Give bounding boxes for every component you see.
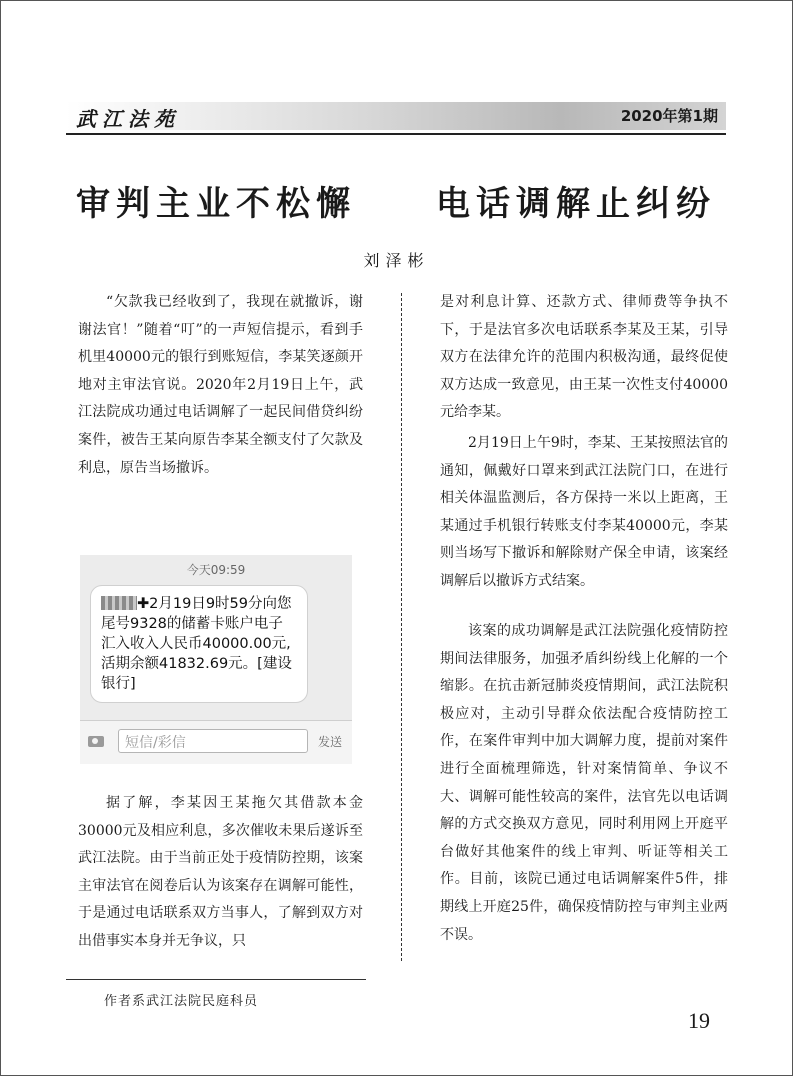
sms-time: 今天09:59 (186, 563, 246, 577)
page-number: 19 (688, 1008, 710, 1033)
camera-icon[interactable] (88, 736, 104, 747)
article-title: 审判主业不松懈 电话调解止纠纷 (76, 184, 716, 224)
send-button[interactable]: 发送 (318, 735, 343, 749)
sms-input[interactable]: 短信/彩信 (118, 729, 308, 753)
paragraph: 该案的成功调解是武江法院强化疫情防控期间法律服务，加强矛盾纠纷线上化解的一个缩影。在抗击新冠肺炎疫情期间，武江法院积极应对，主动引导群众依法配合疫情防控工作，在案件审判中加大调解力度，提前对案件进行全面梳理筛选，针对案情简单、争议不大、调解可能性较高的案件，法官先以电话调解的方式交换双方意见，同时利用网上开庭平台做好其他案件的线上审判、听证等相关工作。目前，该院已通过电话调解案件5件，排期线上开庭25件，确保疫情防控与审判主业两不误。 (440, 623, 728, 943)
sms-message: 2月19日9时59分向您尾号9328的储蓄卡账户电子汇入收入人民币40000.00元,活期余额41832.69元。[建设银行] (101, 596, 292, 692)
paragraph: 是对利息计算、还款方式、律师费等争执不下，于是法官多次电话联系李某及王某，引导双方在法律允许的范围内积极沟通，最终促使双方达成一致意见，由王某一次性支付40000元给李某。 (440, 294, 728, 421)
page-header (66, 98, 726, 134)
footnote-rule (66, 979, 366, 980)
blurred-sender (101, 596, 137, 610)
author-footnote: 作者系武江法院民庭科员 (104, 994, 259, 1009)
sms-compose-bar (80, 720, 352, 764)
article-author: 刘泽彬 (363, 251, 430, 270)
issue-label: 2020年第1期 (620, 107, 718, 125)
column-divider (401, 293, 402, 961)
sms-screenshot (80, 555, 352, 763)
magazine-name: 武江法苑 (76, 107, 180, 131)
paragraph: “欠款我已经收到了，我现在就撤诉，谢谢法官！”随着“叮”的一声短信提示，看到手机里40000元的银行到账短信，李某笑逐颜开地对主审法官说。2020年2月19日上午，武江法院成功通过电话调解了一起民间借贷纠纷案件，被告王某向原告李某全额支付了欠款及利息，原告当场撤诉。 (78, 294, 363, 476)
header-rule (66, 133, 726, 135)
paragraph: 据了解，李某因王某拖欠其借款本金30000元及相应利息，多次催收未果后遂诉至武江法院。由于当前正处于疫情防控期，该案主审法官在阅卷后认为该案存在调解可能性，于是通过电话联系双方当事人，了解到双方对出借事实本身并无争议，只 (78, 795, 363, 949)
paragraph: 2月19日上午9时，李某、王某按照法官的通知，佩戴好口罩来到武江法院门口，在进行相关体温监测后，各方保持一米以上距离，王某通过手机银行转账支付李某40000元，李某则当场写下撤诉和解除财产保全申请，该案经调解后以撤诉方式结案。 (440, 435, 728, 589)
sms-bubble: ✚2月19日9时59分向您尾号9328的储蓄卡账户电子汇入收入人民币40000.00元,活期余额41832.69元。[建设银行] (90, 585, 308, 703)
